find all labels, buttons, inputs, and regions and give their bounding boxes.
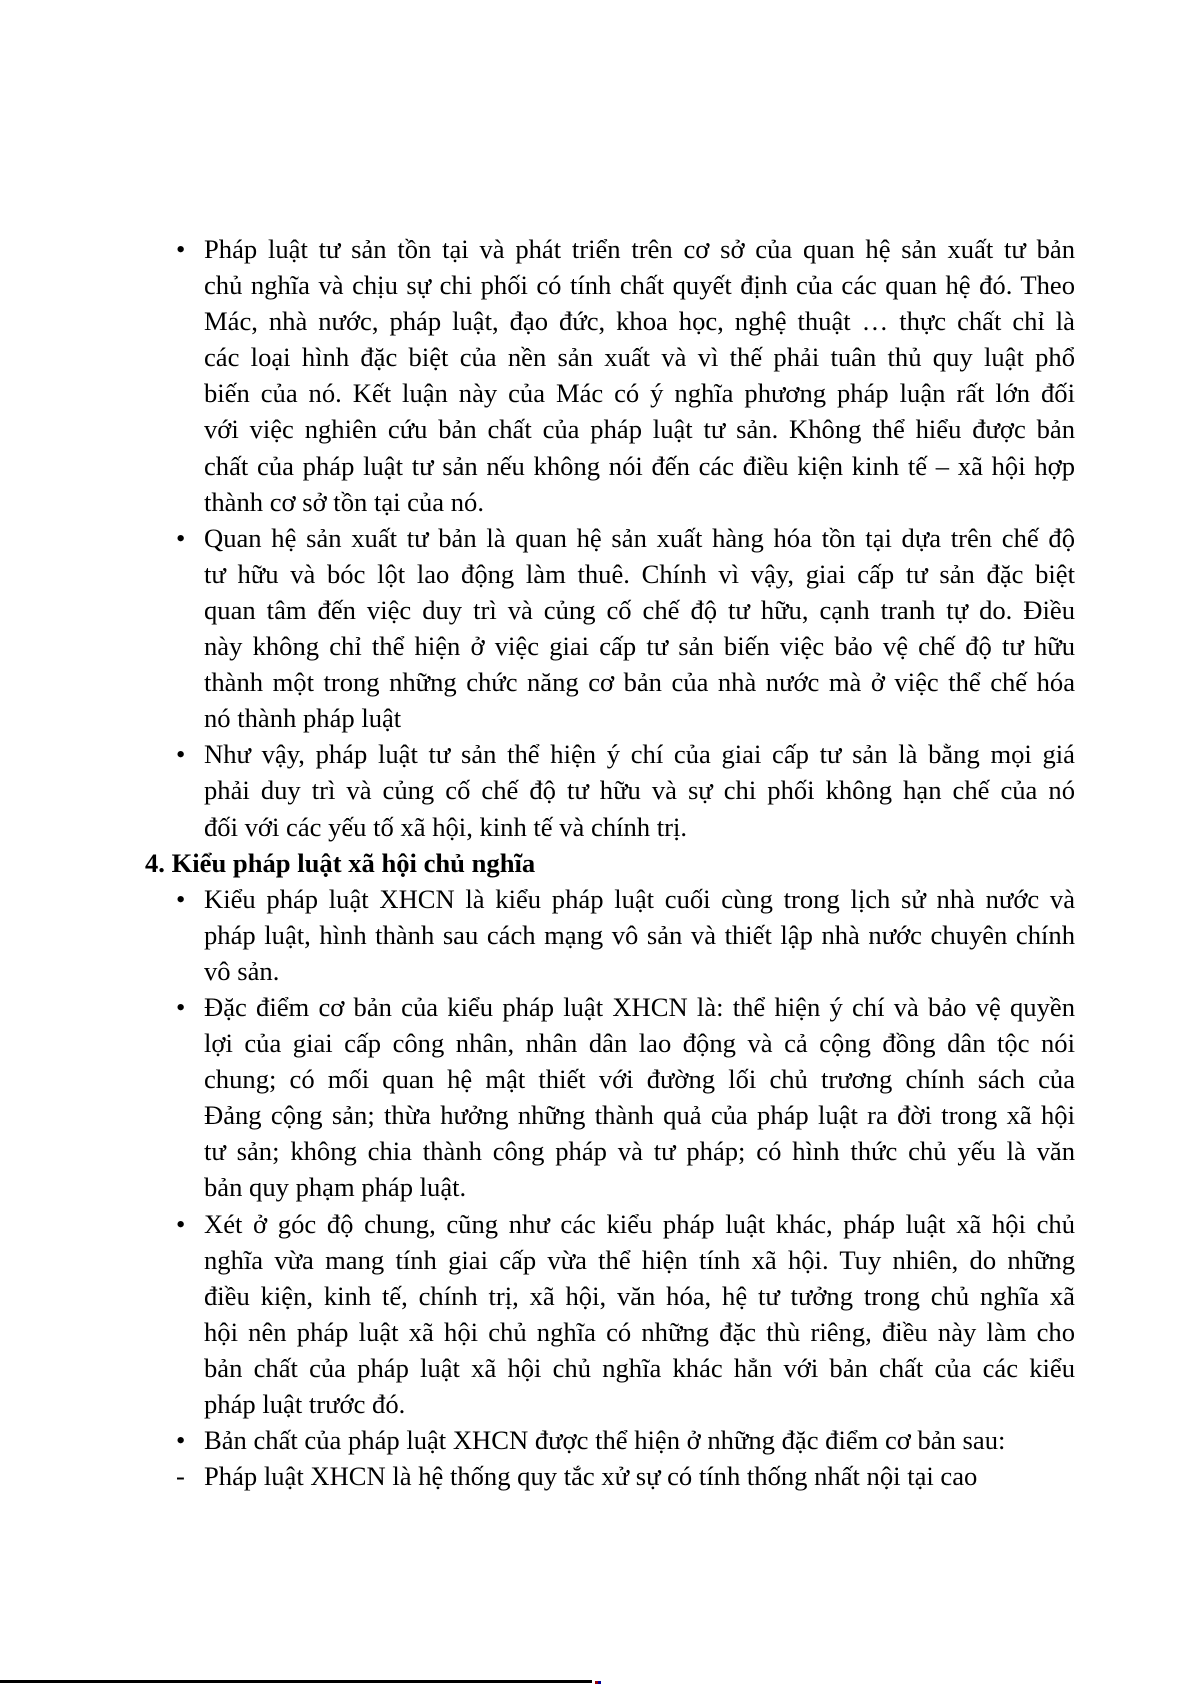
bullet-item [176,881,1075,989]
text-line: nó thành pháp luật [204,703,402,734]
text-line: Mác, nhà nước, pháp luật, đạo đức, khoa học, nghệ thuật … thực chất chỉ là [204,306,1075,337]
text-line: với việc nghiên cứu bản chất của pháp luật tư sản. Không thể hiểu được bản [204,414,1075,445]
bullet-item [176,989,1075,1206]
text-line: đối với các yếu tố xã hội, kinh tế và chính trị. [204,811,688,842]
bullet-icon: • [176,739,186,770]
page-bottom-divider [0,1680,592,1683]
bullet-item [176,1206,1075,1423]
dash-item [176,1458,1075,1494]
text-line: phải duy trì và củng cố chế độ tư hữu và sự chi phối không hạn chế của nó [204,775,1075,806]
text-line: chủ nghĩa và chịu sự chi phối có tính chất quyết định của các quan hệ đó. Theo [204,270,1075,301]
text-content [145,231,1075,1494]
paragraph [204,1206,1075,1423]
cropped-artifact [595,1681,601,1684]
text-line: thành một trong những chức năng cơ bản của nhà nước mà ở việc thể chế hóa [204,667,1075,698]
text-line: chất của pháp luật tư sản nếu không nói đến các điều kiện kinh tế – xã hội hợp [204,450,1075,481]
paragraph [204,989,1075,1206]
dash-icon: - [176,1461,185,1492]
text-line: thành cơ sở tồn tại của nó. [204,486,484,517]
bullet-icon: • [176,991,186,1022]
bullet-icon: • [176,1208,186,1239]
text-line: các loại hình đặc biệt của nền sản xuất và vì thế phải tuân thủ quy luật phổ [204,342,1075,373]
paragraph [204,881,1075,989]
text-line: Pháp luật XHCN là hệ thống quy tắc xử sự có tính thống nhất nội tại cao [204,1461,978,1492]
bullet-item [176,520,1075,737]
text-line: này không chỉ thể hiện ở việc giai cấp tư sản biến việc bảo vệ chế độ tư hữu [204,631,1075,662]
text-line: Xét ở góc độ chung, cũng như các kiểu pháp luật khác, pháp luật xã hội chủ [204,1208,1075,1239]
text-line: nghĩa vừa mang tính giai cấp vừa thể hiện tính xã hội. Tuy nhiên, do những [204,1244,1075,1275]
text-line: bản quy phạm pháp luật. [204,1172,467,1203]
text-line: Quan hệ sản xuất tư bản là quan hệ sản xuất hàng hóa tồn tại dựa trên chế độ [204,522,1075,553]
text-line: Bản chất của pháp luật XHCN được thể hiện ở những đặc điểm cơ bản sau: [204,1425,1006,1456]
text-line: chung; có mối quan hệ mật thiết với đường lối chủ trương chính sách của [204,1064,1075,1095]
text-line: lợi của giai cấp công nhân, nhân dân lao động và cả cộng đồng dân tộc nói [204,1028,1075,1059]
paragraph [204,1458,1075,1494]
paragraph [204,520,1075,737]
text-line: Đặc điểm cơ bản của kiểu pháp luật XHCN là: thể hiện ý chí và bảo vệ quyền [204,991,1075,1022]
text-line: Pháp luật tư sản tồn tại và phát triển trên cơ sở của quan hệ sản xuất tư bản [204,234,1075,264]
text-line: điều kiện, kinh tế, chính trị, xã hội, văn hóa, hệ tư tưởng trong chủ nghĩa xã [204,1280,1075,1311]
artifact-blue-pixel [598,1681,601,1684]
text-line: vô sản. [204,955,280,986]
bullet-item [176,231,1075,520]
text-line: bản chất của pháp luật xã hội chủ nghĩa khác hẳn với bản chất của các kiểu [204,1352,1075,1383]
section-heading: 4. Kiểu pháp luật xã hội chủ nghĩa [145,847,536,878]
text-line: hội nên pháp luật xã hội chủ nghĩa có những đặc thù riêng, điều này làm cho [204,1316,1075,1347]
bullet-item [176,736,1075,844]
bullet-icon: • [176,234,186,264]
paragraph [204,736,1075,844]
text-line: Như vậy, pháp luật tư sản thể hiện ý chí của giai cấp tư sản là bằng mọi giá [204,739,1075,770]
bullet-icon: • [176,522,186,553]
paragraph [204,1422,1075,1458]
text-line: pháp luật trước đó. [204,1389,406,1419]
bullet-item [176,1422,1075,1458]
text-line: tư sản; không chia thành công pháp và tư pháp; có hình thức chủ yếu là văn [204,1136,1075,1167]
text-line: Đảng cộng sản; thừa hưởng những thành quả của pháp luật ra đời trong xã hội [204,1100,1075,1131]
text-line: biến của nó. Kết luận này của Mác có ý nghĩa phương pháp luận rất lớn đối [204,378,1075,409]
text-line: pháp luật, hình thành sau cách mạng vô sản và thiết lập nhà nước chuyên chính [204,919,1075,950]
bullet-icon: • [176,1425,186,1456]
bullet-icon: • [176,883,186,914]
text-line: quan tâm đến việc duy trì và củng cố chế độ tư hữu, cạnh tranh tự do. Điều [204,594,1075,625]
paragraph [204,231,1075,520]
text-line: Kiểu pháp luật XHCN là kiểu pháp luật cuối cùng trong lịch sử nhà nước và [204,883,1075,914]
text-line: tư hữu và bóc lột lao động làm thuê. Chính vì vậy, giai cấp tư sản đặc biệt [204,558,1075,589]
